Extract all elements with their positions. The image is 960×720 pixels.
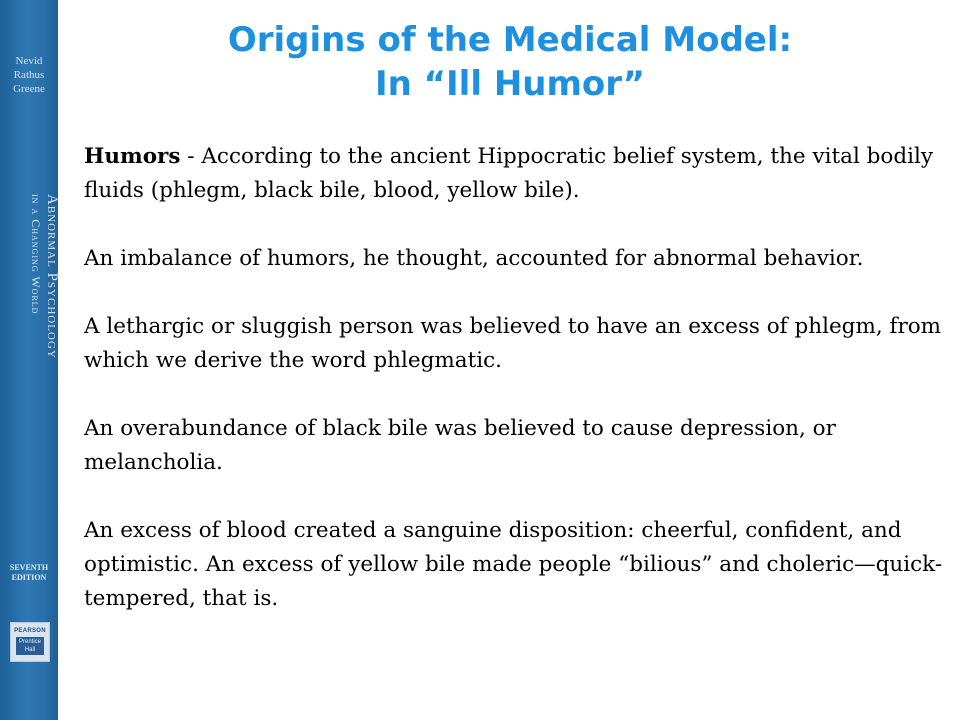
slide-title-line1: Origins of the Medical Model: <box>227 20 793 60</box>
paragraph-text: A lethargic or sluggish person was believed to have an excess of phlegm, from which we derive the word phlegmatic. <box>84 314 942 373</box>
author-name: Rathus <box>13 69 45 81</box>
author-name: Greene <box>13 83 45 95</box>
paragraph-text: An excess of blood created a sanguine disposition: cheerful, confident, and optimistic. An excess of yellow bile made people “bilious” and choleric—quick-tempered, that is. <box>84 518 943 611</box>
paragraph-text: An imbalance of humors, he thought, accounted for abnormal behavior. <box>84 246 864 271</box>
spine-book-title-line1: Abnormal Psychology <box>44 194 60 359</box>
author-name: Nevid <box>15 55 43 67</box>
paragraph-text: - According to the ancient Hippocratic belief system, the vital bodily fluids (phlegm, black bile, blood, yellow bile). <box>84 144 934 203</box>
paragraph-black-bile <box>84 412 944 480</box>
spine-authors <box>0 54 58 96</box>
paragraph-phlegm <box>84 310 944 378</box>
edition-word: SEVENTH <box>9 563 49 572</box>
slide-title <box>120 18 900 106</box>
spine-edition <box>0 563 58 583</box>
spine-book-title-line2: in a Changing World <box>29 194 43 315</box>
paragraph-text: An overabundance of black bile was believed to cause depression, or melancholia. <box>84 416 836 475</box>
paragraph-imbalance <box>84 242 944 276</box>
spine-book-title <box>29 190 61 530</box>
term-humors: Humors <box>84 144 181 169</box>
spine-title-area <box>0 190 58 530</box>
paragraph-humors-definition <box>84 140 944 208</box>
publisher-name: PEARSON <box>14 628 46 634</box>
imprint-logo <box>16 637 44 655</box>
publisher-logo <box>10 622 50 662</box>
book-spine <box>0 0 58 720</box>
paragraph-blood-yellow-bile <box>84 514 944 616</box>
edition-word: EDITION <box>11 573 47 582</box>
slide-body <box>84 140 944 616</box>
imprint-word: Prentice <box>18 639 41 645</box>
imprint-word: Hall <box>24 647 36 653</box>
slide-title-line2: In “Ill Humor” <box>374 64 646 104</box>
